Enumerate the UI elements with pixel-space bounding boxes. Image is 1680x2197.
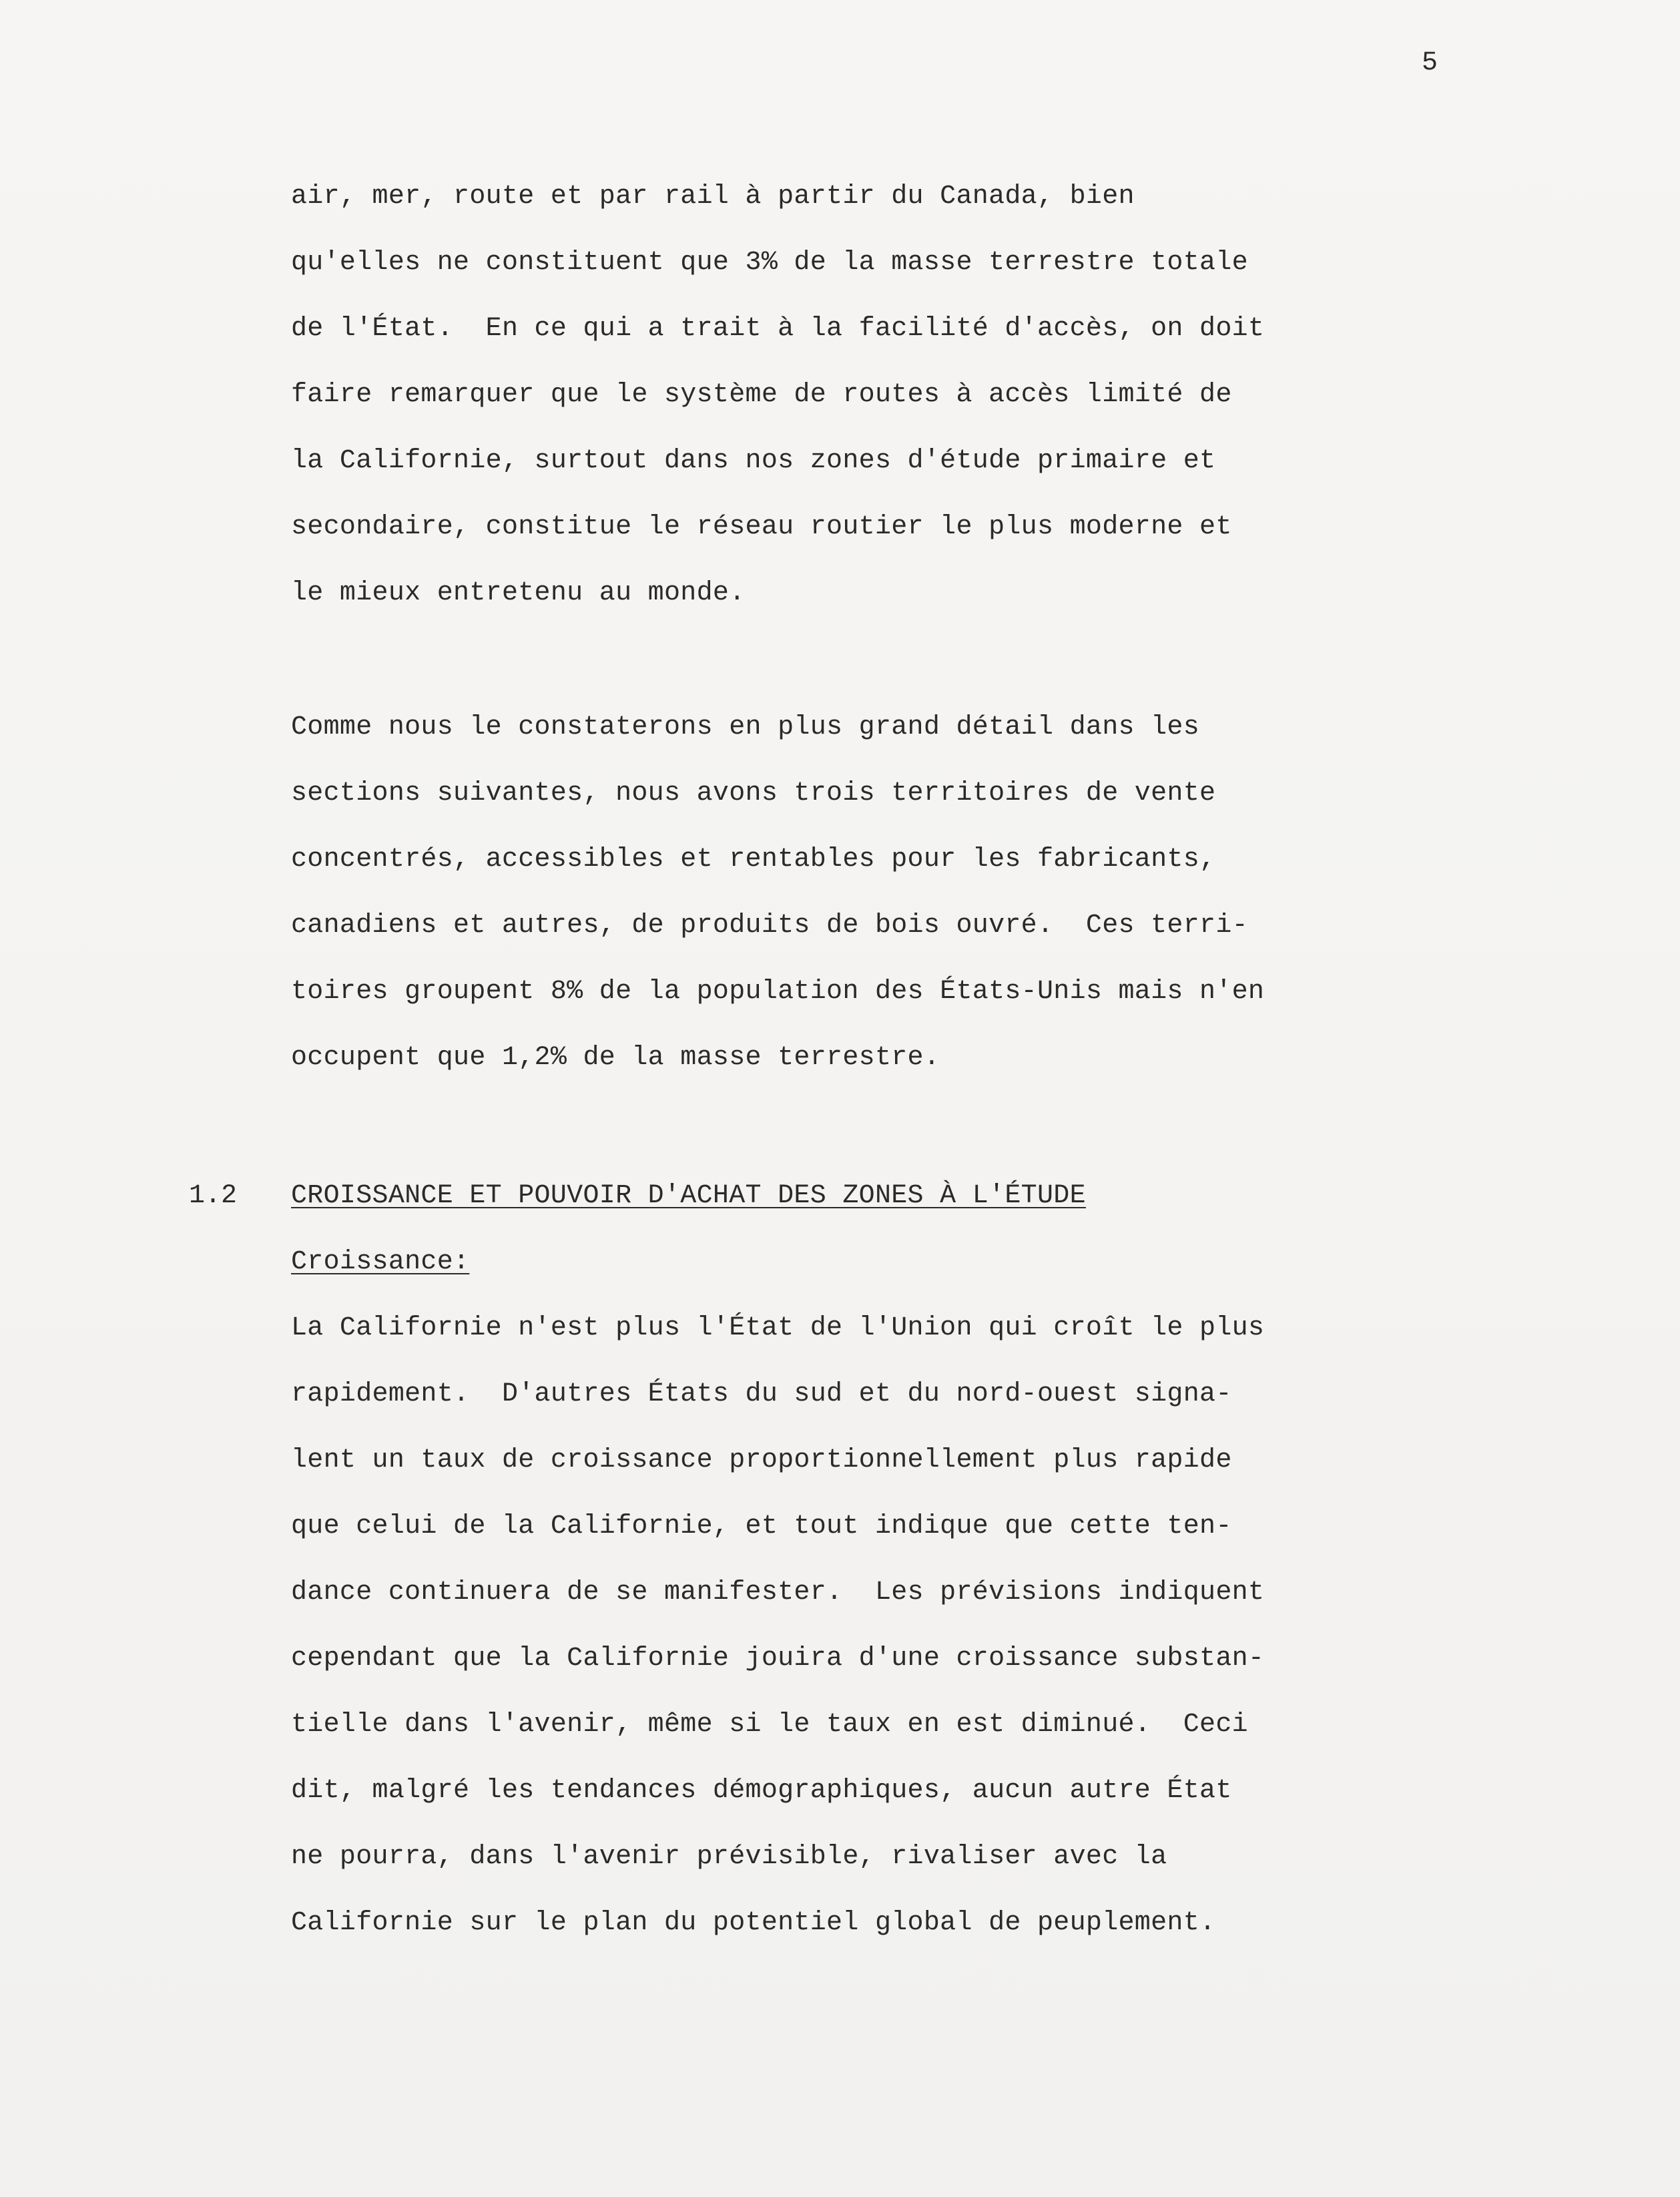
paragraph-line: occupent que 1,2% de la masse terrestre.	[291, 1043, 940, 1073]
paragraph-line: tielle dans l'avenir, même si le taux en est diminué. Ceci	[291, 1710, 1248, 1740]
page-number: 5	[1422, 48, 1438, 78]
paragraph-line: de l'État. En ce qui a trait à la facilité d'accès, on doit	[291, 314, 1265, 344]
paragraph-line: canadiens et autres, de produits de bois ouvré. Ces terri-	[291, 911, 1248, 941]
paragraph-line: Californie sur le plan du potentiel global de peuplement.	[291, 1908, 1216, 1938]
section-heading: CROISSANCE ET POUVOIR D'ACHAT DES ZONES À L'ÉTUDE	[291, 1181, 1086, 1211]
paragraph-line: air, mer, route et par rail à partir du Canada, bien	[291, 182, 1135, 212]
paragraph-line: toires groupent 8% de la population des États-Unis mais n'en	[291, 977, 1265, 1007]
paragraph-line: sections suivantes, nous avons trois territoires de vente	[291, 778, 1216, 808]
paragraph-line: faire remarquer que le système de routes à accès limité de	[291, 380, 1232, 410]
subsection-heading: Croissance:	[291, 1247, 470, 1277]
paragraph-line: secondaire, constitue le réseau routier le plus moderne et	[291, 512, 1232, 542]
paragraph-line: la Californie, surtout dans nos zones d'étude primaire et	[291, 446, 1216, 476]
paragraph-line: le mieux entretenu au monde.	[291, 578, 746, 608]
paragraph-line: rapidement. D'autres États du sud et du nord-ouest signa-	[291, 1379, 1232, 1409]
paragraph-line: dance continuera de se manifester. Les prévisions indiquent	[291, 1577, 1265, 1608]
paragraph-line: Comme nous le constaterons en plus grand détail dans les	[291, 712, 1200, 742]
paragraph-line: lent un taux de croissance proportionnellement plus rapide	[291, 1445, 1232, 1475]
paragraph-line: cependant que la Californie jouira d'une croissance substan-	[291, 1644, 1265, 1674]
paragraph-line: dit, malgré les tendances démographiques, aucun autre État	[291, 1776, 1232, 1806]
paragraph-line: ne pourra, dans l'avenir prévisible, rivaliser avec la	[291, 1842, 1167, 1872]
paragraph-line: concentrés, accessibles et rentables pour les fabricants,	[291, 844, 1216, 875]
paragraph-line: qu'elles ne constituent que 3% de la masse terrestre totale	[291, 248, 1248, 278]
paragraph-line: La Californie n'est plus l'État de l'Union qui croît le plus	[291, 1313, 1265, 1343]
paragraph-line: que celui de la Californie, et tout indique que cette ten-	[291, 1511, 1232, 1541]
section-number: 1.2	[189, 1181, 238, 1211]
